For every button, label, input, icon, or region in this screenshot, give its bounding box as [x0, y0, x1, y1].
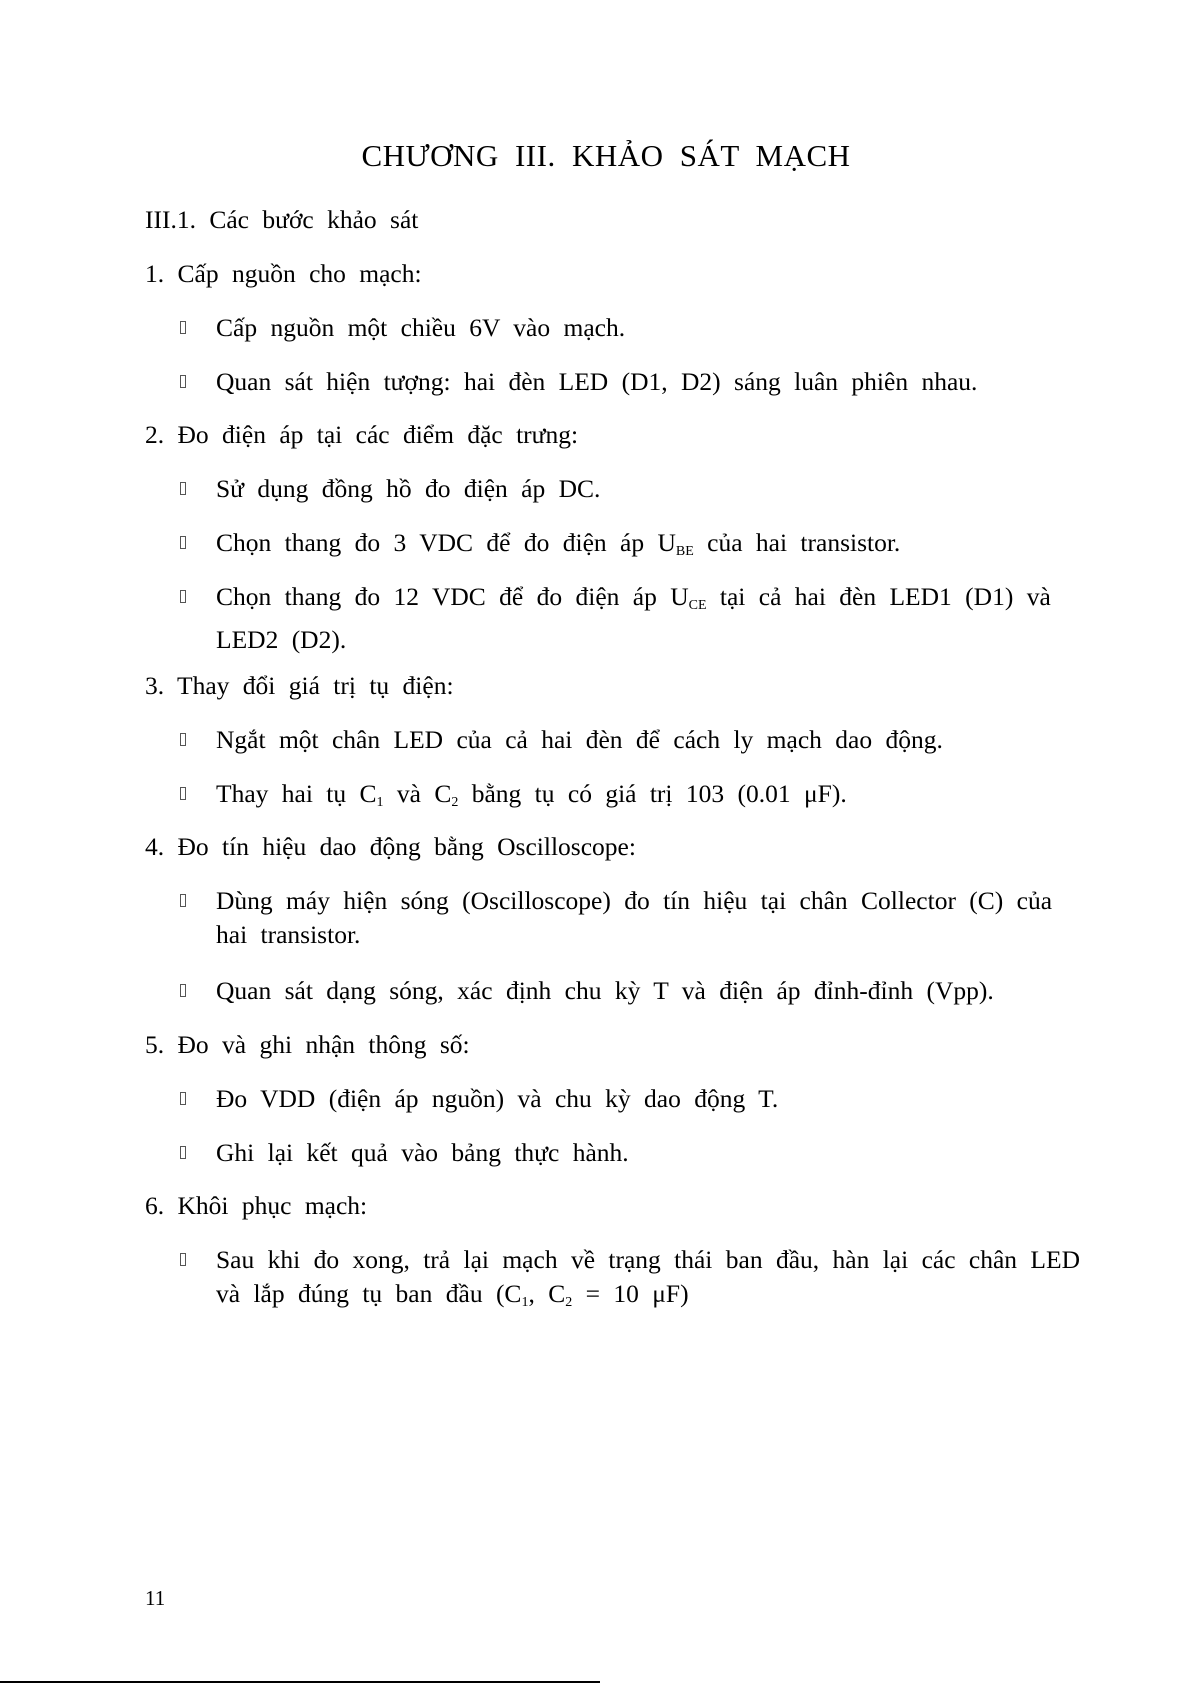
bullet-icon: [180, 590, 186, 603]
bullet-text: Chọn thang đo 12 VDC để đo điện áp $U_{CE}$ tại cả hai đèn LED1 (D1) và LED2 (D2).: [216, 582, 1051, 654]
step-6-heading: 6. Khôi phục mạch:: [145, 1191, 368, 1220]
section-heading: III.1. Các bước khảo sát: [145, 205, 419, 234]
step-1-heading: 1. Cấp nguồn cho mạch:: [145, 259, 422, 288]
step-3-heading: 3. Thay đổi giá trị tụ điện:: [145, 671, 454, 700]
subscript: 2: [565, 1295, 573, 1310]
bullet-text: Quan sát dạng sóng, xác định chu kỳ T và điện áp đỉnh-đỉnh (Vpp).: [216, 976, 994, 1005]
subscript: BE: [675, 544, 694, 559]
bullet-text: Ngắt một chân LED của cả hai đèn để cách ly mạch dao động.: [216, 725, 943, 754]
bullet-icon: [180, 1146, 186, 1159]
chapter-title: CHƯƠNG III. KHẢO SÁT MẠCH: [361, 138, 851, 173]
bullet-icon: [180, 482, 186, 495]
step-4-heading: 4. Đo tín hiệu dao động bằng Oscilloscope:: [145, 832, 636, 861]
bullet-text: Đo VDD (điện áp nguồn) và chu kỳ dao động T.: [216, 1084, 779, 1113]
subscript: 1: [376, 795, 384, 810]
subscript: 2: [451, 795, 459, 810]
bullet-icon: [180, 984, 186, 997]
bullet-icon: [180, 787, 186, 800]
bullet-icon: [180, 894, 186, 907]
bullet-icon: [180, 733, 186, 746]
bullet-text: Sử dụng đồng hồ đo điện áp DC.: [216, 474, 601, 503]
bullet-text: Thay hai tụ $C_1$ và $C_2$ bằng tụ có giá trị 103 (0.01 μF).: [216, 779, 847, 810]
bullet-icon: [180, 1092, 186, 1105]
subscript: 1: [521, 1295, 529, 1310]
page-number: 11: [145, 1586, 166, 1610]
bullet-text: Dùng máy hiện sóng (Oscilloscope) đo tín hiệu tại chân Collector (C) của hai transistor.: [216, 886, 1053, 949]
bullet-icon: [180, 536, 186, 549]
step-2-heading: 2. Đo điện áp tại các điểm đặc trưng:: [145, 420, 579, 449]
bullet-icon: [180, 375, 186, 388]
bullet-text: Quan sát hiện tượng: hai đèn LED (D1, D2) sáng luân phiên nhau.: [216, 367, 978, 396]
bullet-icon: [180, 321, 186, 334]
bullet-icon: [180, 1253, 186, 1266]
bullet-text: Cấp nguồn một chiều 6V vào mạch.: [216, 313, 626, 342]
bullet-text: Ghi lại kết quả vào bảng thực hành.: [216, 1138, 629, 1167]
bullet-text: Chọn thang đo 3 VDC để đo điện áp $U_{BE}$ của hai transistor.: [216, 528, 901, 559]
step-5-heading: 5. Đo và ghi nhận thông số:: [145, 1030, 470, 1059]
subscript: CE: [688, 598, 707, 613]
footer-divider: [0, 1681, 600, 1683]
bullet-text: Sau khi đo xong, trả lại mạch về trạng thái ban đầu, hàn lại các chân LED và lắp đúng tụ ban đầu ($C_1$, $C_2 = 10$ μF): [216, 1245, 1080, 1310]
